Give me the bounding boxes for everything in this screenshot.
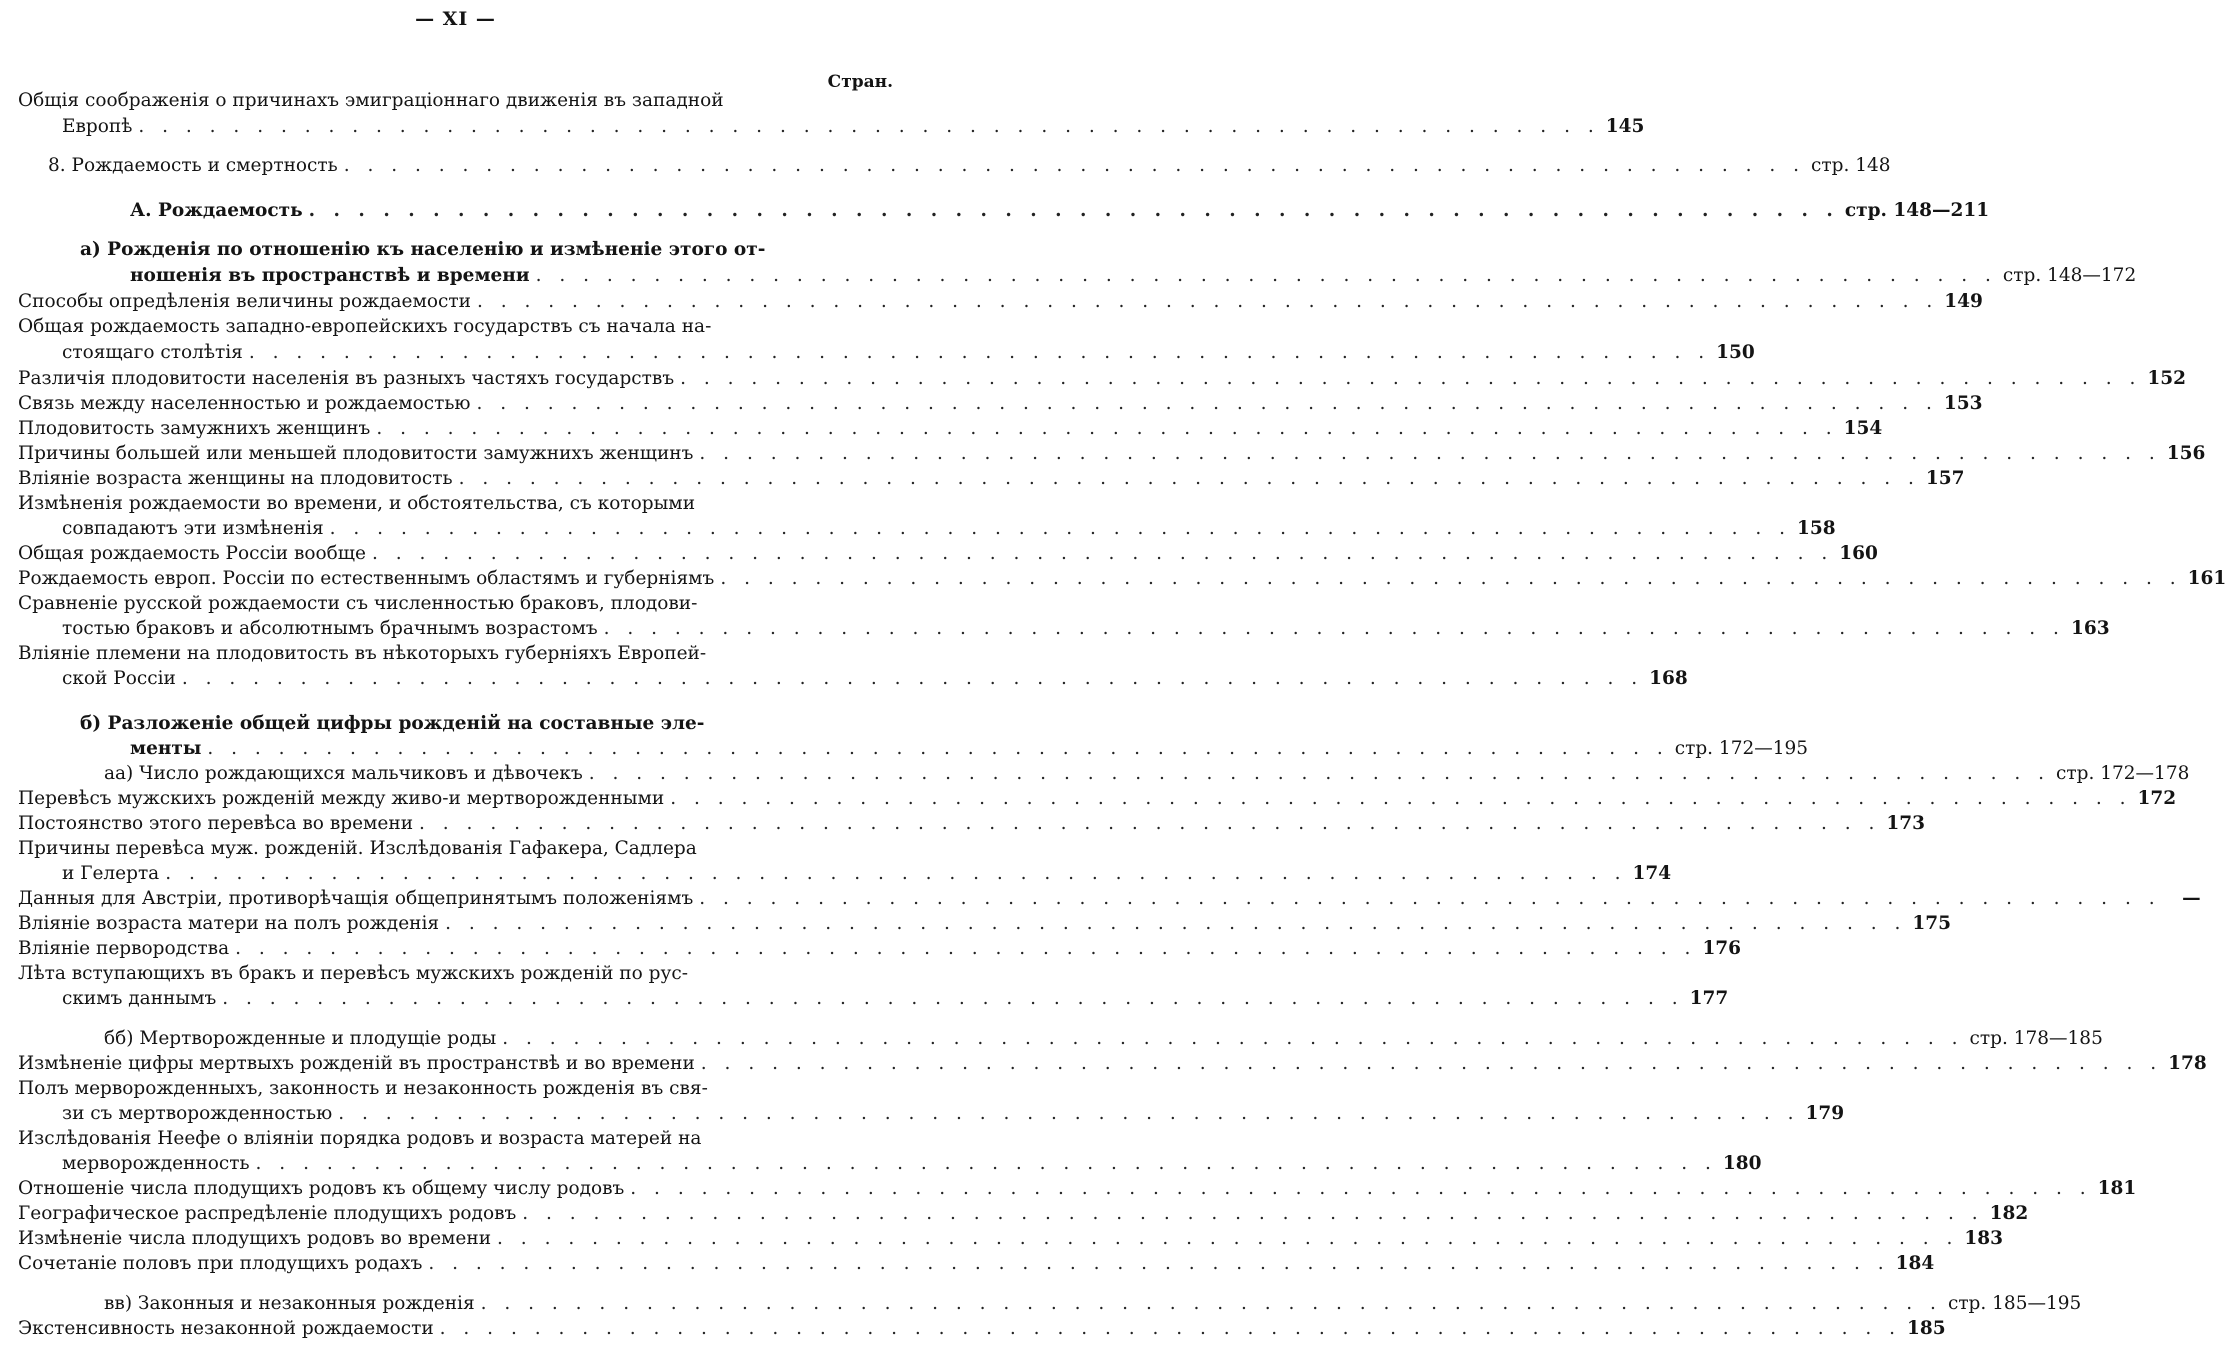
toc-subsection-heading: менты . . . . . . . . . . . . . . . . . . . . . . . . . . . . . . . . . . . . . . . . . . . . . . . . . . . . . . . . . . . . . . стр. 172—195 xyxy=(130,738,1809,759)
toc-entry: Перевѣсъ мужскихъ рожденій между живо-и мертворожденными . . . . . . . . . . . . . . . . . . . . . . . . . . . . . . . . . . . . . . . . . . . . . . . . . . . . . . . . . . . . . . 172 xyxy=(18,788,2177,809)
toc-entry: Экстенсивность незаконной рождаемости . . . . . . . . . . . . . . . . . . . . . . . . . . . . . . . . . . . . . . . . . . . . . . . . . . . . . . . . . . . . . . 185 xyxy=(18,1318,1946,1339)
toc-entry: Способы опредѣленія величины рождаемости . . . . . . . . . . . . . . . . . . . . . . . . . . . . . . . . . . . . . . . . . . . . . . . . . . . . . . . . . . . . . . 149 xyxy=(18,291,1983,312)
toc-entry: стоящаго столѣтія . . . . . . . . . . . . . . . . . . . . . . . . . . . . . . . . . . . . . . . . . . . . . . . . . . . . . . . . . . . . . . 150 xyxy=(62,342,1755,363)
toc-subsection-heading: бб) Мертворожденные и плодущіе роды . . . . . . . . . . . . . . . . . . . . . . . . . . . . . . . . . . . . . . . . . . . . . . . . . . . . . . . . . . . . . . стр. 178—185 xyxy=(104,1028,2103,1049)
toc-entry: и Гелерта . . . . . . . . . . . . . . . . . . . . . . . . . . . . . . . . . . . . . . . . . . . . . . . . . . . . . . . . . . . . . . 174 xyxy=(62,863,1672,884)
toc-entry: Изслѣдованія Неефе о вліяніи порядка родовъ и возраста матерей на xyxy=(18,1128,702,1149)
toc-entry: Причины перевѣса муж. рожденій. Изслѣдованія Гафакера, Садлера xyxy=(18,838,697,859)
toc-section-heading: А. Рождаемость . . . . . . . . . . . . . . . . . . . . . . . . . . . . . . . . . . . . . . . . . . . . . . . . . . . . . . . . . . . . . . стр. 148—211 xyxy=(130,200,1990,221)
toc-entry: Измѣненія рождаемости во времени, и обстоятельства, съ которыми xyxy=(18,493,696,514)
toc-entry: Лѣта вступающихъ въ бракъ и перевѣсъ мужскихъ рожденій по рус- xyxy=(18,963,688,984)
toc-entry: зи съ мертворожденностью . . . . . . . . . . . . . . . . . . . . . . . . . . . . . . . . . . . . . . . . . . . . . . . . . . . . . . . . . . . . . . 179 xyxy=(62,1103,1845,1124)
toc-entry: мерворожденность . . . . . . . . . . . . . . . . . . . . . . . . . . . . . . . . . . . . . . . . . . . . . . . . . . . . . . . . . . . . . . 180 xyxy=(62,1153,1762,1174)
toc-entry: Вліяніе первородства . . . . . . . . . . . . . . . . . . . . . . . . . . . . . . . . . . . . . . . . . . . . . . . . . . . . . . . . . . . . . . 176 xyxy=(18,938,1742,959)
toc-entry: Различія плодовитости населенія въ разныхъ частяхъ государствъ . . . . . . . . . . . . . . . . . . . . . . . . . . . . . . . . . . . . . . . . . . . . . . . . . . . . . . . . . . . . . . 152 xyxy=(18,368,2187,389)
toc-subsection-heading: ношенія въ пространствѣ и времени . . . . . . . . . . . . . . . . . . . . . . . . . . . . . . . . . . . . . . . . . . . . . . . . . . . . . . . . . . . . . . стр. 148—172 xyxy=(130,265,2137,286)
toc-entry: тостью браковъ и абсолютнымъ брачнымъ возрастомъ . . . . . . . . . . . . . . . . . . . . . . . . . . . . . . . . . . . . . . . . . . . . . . . . . . . . . . . . . . . . . . 163 xyxy=(62,618,2110,639)
toc-entry: Общая рождаемость западно-европейскихъ государствъ съ начала на- xyxy=(18,316,712,337)
toc-entry: Европѣ . . . . . . . . . . . . . . . . . . . . . . . . . . . . . . . . . . . . . . . . . . . . . . . . . . . . . . . . . . . . . . 145 xyxy=(62,116,1645,137)
toc-entry: Вліяніе племени на плодовитость въ нѣкоторыхъ губерніяхъ Европей- xyxy=(18,643,707,664)
toc-entry: Постоянство этого перевѣса во времени . . . . . . . . . . . . . . . . . . . . . . . . . . . . . . . . . . . . . . . . . . . . . . . . . . . . . . . . . . . . . . 173 xyxy=(18,813,1925,834)
toc-entry: скимъ даннымъ . . . . . . . . . . . . . . . . . . . . . . . . . . . . . . . . . . . . . . . . . . . . . . . . . . . . . . . . . . . . . . 177 xyxy=(62,988,1729,1009)
toc-entry: Сочетаніе половъ при плодущихъ родахъ . . . . . . . . . . . . . . . . . . . . . . . . . . . . . . . . . . . . . . . . . . . . . . . . . . . . . . . . . . . . . . 184 xyxy=(18,1253,1935,1274)
toc-entry: ской Россіи . . . . . . . . . . . . . . . . . . . . . . . . . . . . . . . . . . . . . . . . . . . . . . . . . . . . . . . . . . . . . . 168 xyxy=(62,668,1688,689)
toc-section-heading: 8. Рождаемость и смертность . . . . . . . . . . . . . . . . . . . . . . . . . . . . . . . . . . . . . . . . . . . . . . . . . . . . . . . . . . . . . . стр. 148 xyxy=(48,155,1891,176)
toc-entry: Полъ мерворожденныхъ, законность и незаконность рожденія въ свя- xyxy=(18,1078,708,1099)
toc-entry: Причины большей или меньшей плодовитости замужнихъ женщинъ . . . . . . . . . . . . . . . . . . . . . . . . . . . . . . . . . . . . . . . . . . . . . . . . . . . . . . . . . . . . . . 156 xyxy=(18,443,2206,464)
toc-subsection-heading: а) Рожденія по отношенію къ населенію и измѣненіе этого от- xyxy=(80,239,766,260)
toc-subsection-heading: б) Разложеніе общей цифры рожденій на составные эле- xyxy=(80,713,705,734)
toc-entry: Вліяніе возраста матери на полъ рожденія . . . . . . . . . . . . . . . . . . . . . . . . . . . . . . . . . . . . . . . . . . . . . . . . . . . . . . . . . . . . . . 175 xyxy=(18,913,1952,934)
toc-entry: Сравненіе русской рождаемости съ численностью браковъ, плодови- xyxy=(18,593,698,614)
toc-entry: Рождаемость европ. Россіи по естественнымъ областямъ и губерніямъ . . . . . . . . . . . . . . . . . . . . . . . . . . . . . . . . . . . . . . . . . . . . . . . . . . . . . . . . . . . . . . 161 xyxy=(18,568,2226,589)
toc-entry: Общая рождаемость Россіи вообще . . . . . . . . . . . . . . . . . . . . . . . . . . . . . . . . . . . . . . . . . . . . . . . . . . . . . . . . . . . . . . 160 xyxy=(18,543,1878,564)
toc-subsection-heading: вв) Законныя и незаконныя рожденія . . . . . . . . . . . . . . . . . . . . . . . . . . . . . . . . . . . . . . . . . . . . . . . . . . . . . . . . . . . . . . стр. 185—195 xyxy=(104,1293,2082,1314)
toc-entry: Измѣненіе цифры мертвыхъ рожденій въ пространствѣ и во времени . . . . . . . . . . . . . . . . . . . . . . . . . . . . . . . . . . . . . . . . . . . . . . . . . . . . . . . . . . . . . . 178 xyxy=(18,1053,2207,1074)
toc-entry: совпадаютъ эти измѣненія . . . . . . . . . . . . . . . . . . . . . . . . . . . . . . . . . . . . . . . . . . . . . . . . . . . . . . . . . . . . . . 158 xyxy=(62,518,1836,539)
toc-entry: Данныя для Австріи, противорѣчащія общепринятымъ положеніямъ . . . . . . . . . . . . . . . . . . . . . . . . . . . . . . . . . . . . . . . . . . . . . . . . . . . . . . . . . . . . . . — xyxy=(18,888,2201,909)
toc-entry: Отношеніе числа плодущихъ родовъ къ общему числу родовъ . . . . . . . . . . . . . . . . . . . . . . . . . . . . . . . . . . . . . . . . . . . . . . . . . . . . . . . . . . . . . . 181 xyxy=(18,1178,2137,1199)
page-header-roman-numeral: — XI — xyxy=(415,8,496,30)
page-column-label: Стран. xyxy=(827,72,893,92)
toc-entry: Общія соображенія о причинахъ эмиграціоннаго движенія въ западной xyxy=(18,90,724,111)
toc-entry: Связь между населенностью и рождаемостью . . . . . . . . . . . . . . . . . . . . . . . . . . . . . . . . . . . . . . . . . . . . . . . . . . . . . . . . . . . . . . 153 xyxy=(18,393,1983,414)
toc-entry: Вліяніе возраста женщины на плодовитость . . . . . . . . . . . . . . . . . . . . . . . . . . . . . . . . . . . . . . . . . . . . . . . . . . . . . . . . . . . . . . 157 xyxy=(18,468,1965,489)
toc-subsection-heading: аа) Число рождающихся мальчиковъ и дѣвочекъ . . . . . . . . . . . . . . . . . . . . . . . . . . . . . . . . . . . . . . . . . . . . . . . . . . . . . . . . . . . . . . стр. 172—178 xyxy=(104,763,2190,784)
toc-entry: Измѣненіе числа плодущихъ родовъ во времени . . . . . . . . . . . . . . . . . . . . . . . . . . . . . . . . . . . . . . . . . . . . . . . . . . . . . . . . . . . . . . 183 xyxy=(18,1228,2003,1249)
toc-entry: Плодовитость замужнихъ женщинъ . . . . . . . . . . . . . . . . . . . . . . . . . . . . . . . . . . . . . . . . . . . . . . . . . . . . . . . . . . . . . . 154 xyxy=(18,418,1883,439)
toc-entry: Географическое распредѣленіе плодущихъ родовъ . . . . . . . . . . . . . . . . . . . . . . . . . . . . . . . . . . . . . . . . . . . . . . . . . . . . . . . . . . . . . . 182 xyxy=(18,1203,2029,1224)
